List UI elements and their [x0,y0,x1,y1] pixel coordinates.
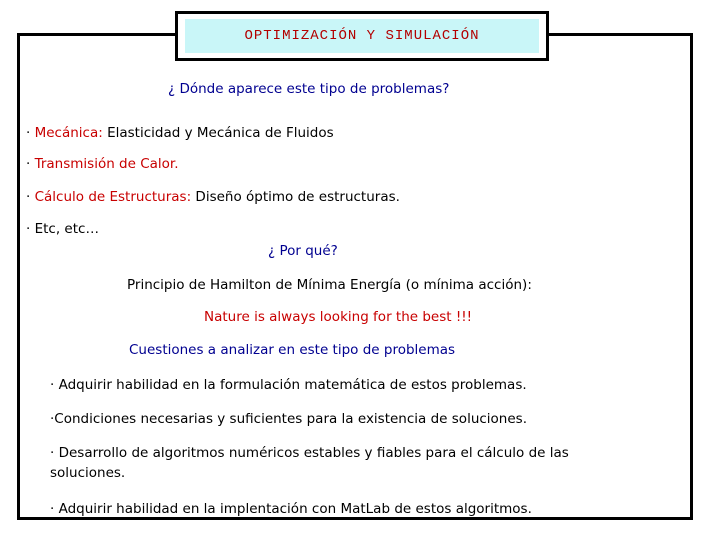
area-item-calor [26,155,179,173]
issues-heading: Cuestiones a analizar en este tipo de problemas [129,342,456,358]
area-desc: Elasticidad y Mecánica de Fluidos [102,125,334,141]
area-item-estructuras [26,188,400,206]
area-term: Cálculo de Estructuras: [34,189,192,205]
principle-text: Principio de Hamilton de Mínima Energía (o mínima acción): [127,277,532,293]
question-where: ¿ Dónde aparece este tipo de problemas? [168,81,450,97]
area-term: Mecánica: [34,125,103,141]
title-box [175,11,549,61]
bullet: · [26,221,31,237]
etc-text: Etc, etc… [34,221,99,237]
nature-quote: Nature is always looking for the best !!! [204,309,473,325]
bullet: · [26,125,31,141]
area-item-mecanica [26,124,334,142]
issue-item-formulacion: · Adquirir habilidad en la formulación matemática de estos problemas. [50,377,527,393]
issue-item-algoritmos: · Desarrollo de algoritmos numéricos estables y fiables para el cálculo de las soluciones. [50,445,569,481]
area-term: Transmisión de Calor. [34,156,179,172]
page-title: OPTIMIZACIÓN Y SIMULACIÓN [244,28,480,44]
bullet: · [26,156,31,172]
bullet: · [26,189,31,205]
area-desc: Diseño óptimo de estructuras. [191,189,400,205]
title-banner [185,19,539,53]
issue-item-matlab: · Adquirir habilidad en la implentación con MatLab de estos algoritmos. [50,501,532,517]
area-item-etc [26,220,99,238]
issue-item-condiciones: ·Condiciones necesarias y suficientes para la existencia de soluciones. [50,411,527,427]
question-why: ¿ Por qué? [268,243,338,259]
